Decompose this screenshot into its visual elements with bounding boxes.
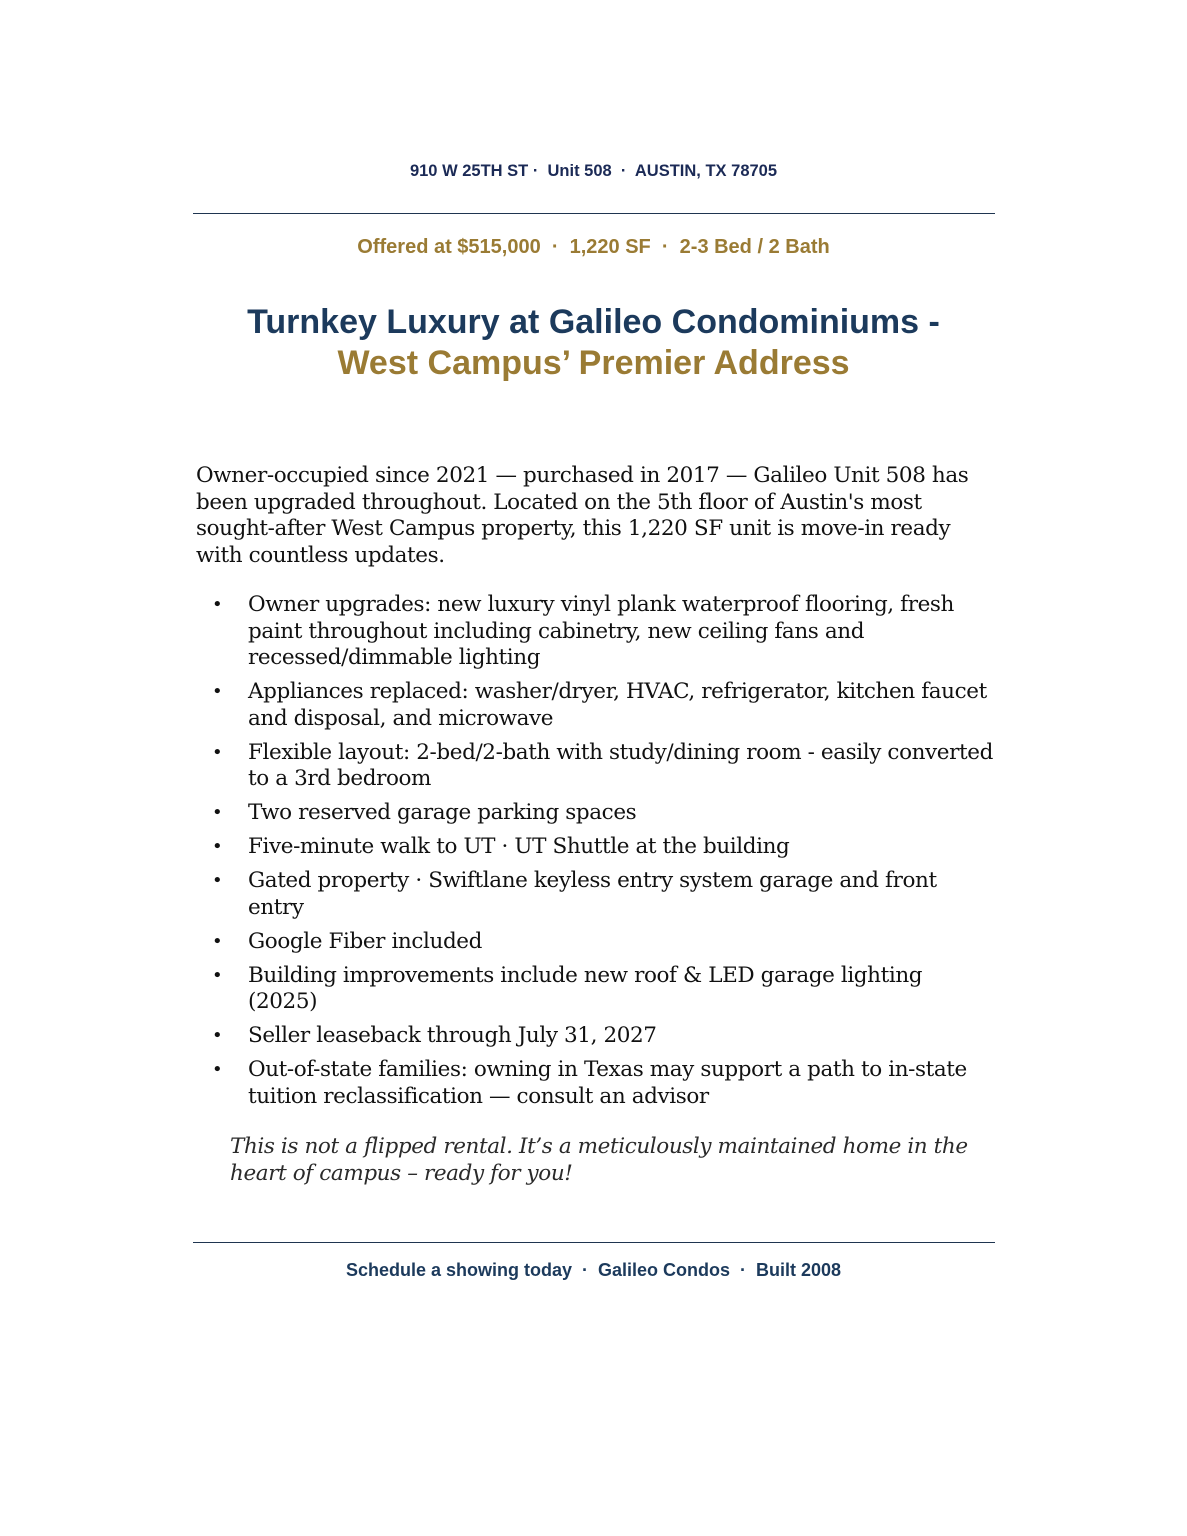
list-item-text: Gated property · Swiftlane keyless entry system garage and front entry xyxy=(248,868,937,920)
closing-statement: This is not a flipped rental. It’s a meticulously maintained home in the heart of campus – ready for you! xyxy=(230,1134,968,1186)
headline xyxy=(0,302,1187,384)
list-item-text: Owner upgrades: new luxury vinyl plank waterproof flooring, fresh paint throughout including cabinetry, new ceiling fans and recessed/dimmable lighting xyxy=(248,592,955,670)
property-address: 910 W 25TH ST · Unit 508 · AUSTIN, TX 78705 xyxy=(409,162,778,180)
list-item xyxy=(196,963,996,1016)
footer-line: Schedule a showing today · Galileo Condos · Built 2008 xyxy=(345,1260,842,1280)
list-item-text: Five-minute walk to UT · UT Shuttle at the building xyxy=(248,834,790,859)
list-item-text: Google Fiber included xyxy=(248,928,482,954)
list-item-text: Appliances replaced: washer/dryer, HVAC, refrigerator, kitchen faucet and disposal, and microwave xyxy=(248,679,987,731)
list-item-text: Out-of-state families: owning in Texas may support a path to in-state tuition reclassification — consult an advisor xyxy=(248,1057,967,1109)
list-item xyxy=(196,929,996,956)
feature-list xyxy=(196,592,996,1118)
bullet-icon: • xyxy=(212,1059,223,1080)
list-item xyxy=(196,1023,996,1050)
top-divider xyxy=(193,213,995,214)
headline-line-1: Turnkey Luxury at Galileo Condominiums - xyxy=(247,303,940,341)
list-item-text: Two reserved garage parking spaces xyxy=(248,800,637,825)
list-item-text: Flexible layout: 2-bed/2-bath with study/dining room - easily converted to a 3rd bedroom xyxy=(248,739,993,791)
list-item xyxy=(196,868,996,921)
list-item-text: Seller leaseback through July 31, 2027 xyxy=(248,1023,657,1048)
list-item xyxy=(196,834,996,861)
headline-line-2: West Campus’ Premier Address xyxy=(337,344,850,382)
list-item-text: Building improvements include new roof & LED garage lighting (2025) xyxy=(248,962,923,1014)
list-item xyxy=(196,800,996,827)
bullet-icon: • xyxy=(212,594,223,615)
bullet-icon: • xyxy=(212,870,223,891)
bottom-divider xyxy=(193,1242,995,1243)
list-item xyxy=(196,679,996,732)
bullet-icon: • xyxy=(212,930,223,952)
offer-summary: Offered at $515,000 · 1,220 SF · 2-3 Bed / 2 Bath xyxy=(357,236,830,258)
bullet-icon: • xyxy=(212,802,223,823)
list-item xyxy=(196,592,996,672)
bullet-icon: • xyxy=(212,964,223,986)
bullet-icon: • xyxy=(212,741,223,763)
list-item xyxy=(196,740,996,793)
bullet-icon: • xyxy=(212,836,223,857)
bullet-icon: • xyxy=(212,681,223,702)
intro-paragraph: Owner-occupied since 2021 — purchased in 2017 — Galileo Unit 508 has been upgraded throughout. Located on the 5th floor of Austin's most sought-after West Campus property, this 1,220 SF unit is move-in ready with countless updates. xyxy=(196,463,969,568)
bullet-icon: • xyxy=(212,1025,223,1046)
list-item xyxy=(196,1057,996,1110)
